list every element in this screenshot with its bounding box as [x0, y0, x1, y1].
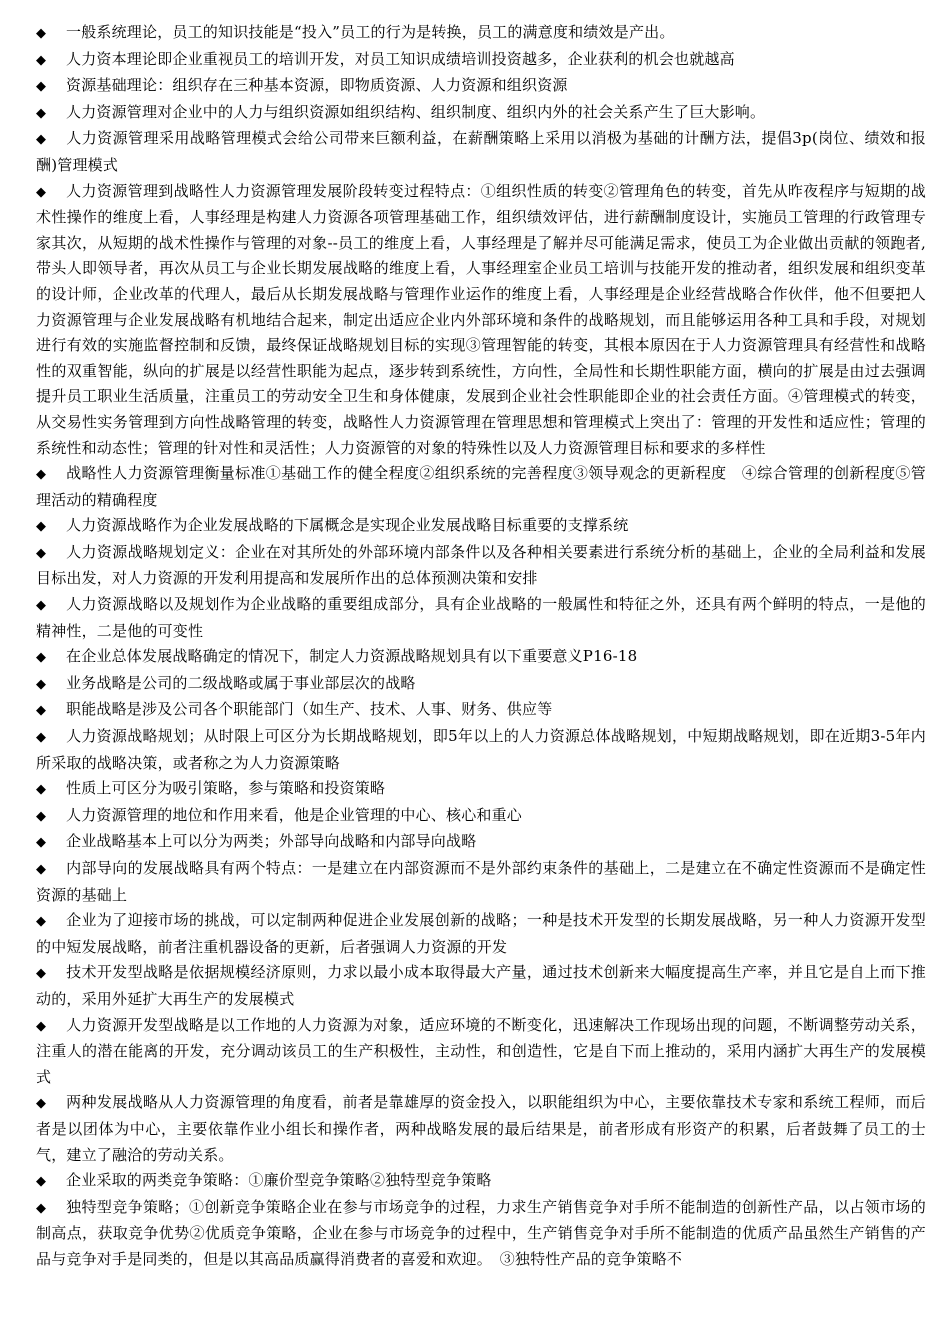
bullet-item: [36, 1195, 926, 1273]
bullet-item: [36, 592, 926, 644]
bullet-text: 人力资源管理对企业中的人力与组织资源如组织结构、组织制度、组织内外的社会关系产生了巨大影响。: [66, 102, 766, 121]
bullet-item: [36, 908, 926, 960]
diamond-bullet-icon: ◆: [36, 132, 47, 148]
bullet-item: [36, 803, 926, 830]
diamond-bullet-icon: ◆: [36, 545, 47, 561]
bullet-item: [36, 671, 926, 698]
diamond-bullet-icon: ◆: [36, 650, 47, 666]
bullet-item: [36, 1090, 926, 1168]
diamond-bullet-icon: ◆: [36, 52, 47, 68]
bullet-text: 独特型竞争策略；①创新竞争策略企业在参与市场竞争的过程，力求生产销售竞争对手所不能制造的创新性产品，以占领市场的制高点，获取竞争优势②优质竞争策略，企业在参与市场竞争的过程中，生产销售竞争对手所不能制造的优质产品虽然生产销售的产品与竞争对手是同类的，但是以其高品质赢得消费者的喜爱和欢迎。 ③独特性产品的竞争策略不: [36, 1197, 926, 1268]
document-body: [36, 20, 926, 1273]
bullet-text: 职能战略是涉及公司各个职能部门（如生产、技术、人事、财务、供应等: [66, 700, 553, 719]
bullet-text: 性质上可区分为吸引策略，参与策略和投资策略: [66, 779, 386, 798]
bullet-text: 内部导向的发展战略具有两个特点：一是建立在内部资源而不是外部约束条件的基础上，二是建立在不确定性资源而不是确定性资源的基础上: [36, 859, 926, 904]
diamond-bullet-icon: ◆: [36, 676, 47, 692]
diamond-bullet-icon: ◆: [36, 703, 47, 719]
bullet-item: [36, 644, 926, 671]
bullet-item: [36, 513, 926, 540]
bullet-item: [36, 724, 926, 776]
bullet-text: 资源基础理论：组织存在三种基本资源，即物质资源、人力资源和组织资源: [66, 76, 568, 95]
diamond-bullet-icon: ◆: [36, 184, 47, 200]
bullet-item: [36, 73, 926, 100]
bullet-text: 战略性人力资源管理衡量标准①基础工作的健全程度②组织系统的完善程度③领导观念的更新程度 ④综合管理的创新程度⑤管理活动的精确程度: [36, 464, 926, 509]
diamond-bullet-icon: ◆: [36, 1200, 47, 1216]
bullet-text: 业务战略是公司的二级战略或属于事业部层次的战略: [66, 673, 416, 692]
bullet-item: [36, 1013, 926, 1091]
bullet-item: [36, 960, 926, 1012]
bullet-item: [36, 776, 926, 803]
bullet-text: 两种发展战略从人力资源管理的角度看，前者是靠雄厚的资金投入，以职能组织为中心，主要依靠技术专家和系统工程师，而后者是以团体为中心，主要依靠作业小组长和操作者，两种战略发展的最后结果是，前者形成有形资产的积累，后者鼓舞了员工的士气，建立了融洽的劳动关系。: [36, 1093, 926, 1164]
diamond-bullet-icon: ◆: [36, 1174, 47, 1190]
bullet-item: [36, 829, 926, 856]
bullet-text: 人力资源开发型战略是以工作地的人力资源为对象，适应环境的不断变化，迅速解决工作现场出现的问题，不断调整劳动关系，注重人的潜在能离的开发，充分调动该员工的生产积极性，主动性，和创造性，它是自下而上推动的，采用内涵扩大再生产的发展模式: [36, 1015, 926, 1086]
bullet-text: 一般系统理论，员工的知识技能是“投入”员工的行为是转换，员工的满意度和绩效是产出。: [66, 23, 675, 41]
bullet-text: 企业采取的两类竞争策略：①廉价型竞争策略②独特型竞争策略: [66, 1171, 492, 1190]
bullet-text: 人力资本理论即企业重视员工的培训开发，对员工知识成绩培训投资越多，企业获利的机会也就越高: [66, 49, 735, 68]
bullet-text: 企业为了迎接市场的挑战，可以定制两种促进企业发展创新的战略；一种是技术开发型的长期发展战略，另一种人力资源开发型的中短发展战略，前者注重机器设备的更新，后者强调人力资源的开发: [36, 911, 926, 956]
bullet-text: 人力资源战略规划；从时限上可区分为长期战略规划，即5年以上的人力资源总体战略规划，中短期战略规划，即在近期3-5年内所采取的战略决策，或者称之为人力资源策略: [36, 727, 926, 772]
bullet-item: [36, 697, 926, 724]
bullet-item: [36, 540, 926, 592]
bullet-text: 技术开发型战略是依据规模经济原则，力求以最小成本取得最大产量，通过技术创新来大幅度提高生产率，并且它是自上而下推动的，采用外延扩大再生产的发展模式: [36, 963, 926, 1008]
diamond-bullet-icon: ◆: [36, 519, 47, 535]
bullet-text: 人力资源战略规划定义：企业在对其所处的外部环境内部条件以及各种相关要素进行系统分析的基础上，企业的全局利益和发展目标出发，对人力资源的开发利用提高和发展所作出的总体预测决策和安排: [36, 542, 926, 588]
diamond-bullet-icon: ◆: [36, 79, 47, 95]
diamond-bullet-icon: ◆: [36, 1096, 47, 1112]
diamond-bullet-icon: ◆: [36, 730, 47, 746]
bullet-text: 人力资源管理到战略性人力资源管理发展阶段转变过程特点：①组织性质的转变②管理角色的转变，首先从昨夜程序与短期的战术性操作的维度上看，人事经理是构建人力资源各项管理基础工作，组织绩效评估，进行薪酬制度设计，实施员工管理的行政管理专家其次，从短期的战术性操作与管理的对象--员工的维度上看，人事经理是了解并尽可能满足需求，使员工为企业做出贡献的领跑者,带头人即领导者，再次从员工与企业长期发展战略的维度上看，人事经理室企业员工培训与技能开发的推动者，组织发展和组织变革的设计师，企业改革的代理人，最后从长期发展战略与管理作业运作的维度上看，人事经理是企业经营战略合作伙伴，他不但要把人力资源管理与企业发展战略有机地结合起来，制定出适应企业内外部环境和条件的战略规划，而且能够运用各种工具和手段，对规划进行有效的实施监督控制和反馈，最终保证战略规划目标的实现③管理智能的转变，其根本原因在于人力资源管理具有经营性和战略性的双重智能，纵向的扩展是以经营性职能为起点，逐步转到系统性，方向性，全局性和长期性职能方面，横向的扩展是由过去强调提升员工职业生活质量，注重员工的劳动安全卫生和身体健康，发展到企业社会性职能即企业的社会责任方面。④管理模式的转变，从交易性实务管理到方向性战略管理的转变，战略性人力资源管理在管理思想和管理模式上突出了：管理的开发性和适应性；管理的系统性和动态性；管理的针对性和灵活性；人力资源管的对象的特殊性以及人力资源管理目标和要求的多样性: [36, 181, 926, 457]
bullet-text: 人力资源管理的地位和作用来看，他是企业管理的中心、核心和重心: [66, 805, 523, 824]
bullet-item: [36, 856, 926, 908]
bullet-item: [36, 126, 926, 178]
diamond-bullet-icon: ◆: [36, 966, 47, 982]
bullet-item: [36, 1168, 926, 1195]
diamond-bullet-icon: ◆: [36, 105, 47, 121]
bullet-text: 在企业总体发展战略确定的情况下，制定人力资源战略规划具有以下重要意义P16-18: [66, 647, 638, 666]
diamond-bullet-icon: ◆: [36, 1018, 47, 1034]
bullet-item: [36, 20, 926, 47]
bullet-text: 人力资源战略以及规划作为企业战略的重要组成部分，具有企业战略的一般属性和特征之外，还具有两个鲜明的特点，一是他的精神性，二是他的可变性: [36, 595, 926, 640]
bullet-item: [36, 100, 926, 127]
diamond-bullet-icon: ◆: [36, 862, 47, 877]
bullet-item: [36, 47, 926, 74]
diamond-bullet-icon: ◆: [36, 808, 47, 824]
diamond-bullet-icon: ◆: [36, 782, 47, 798]
diamond-bullet-icon: ◆: [36, 26, 47, 41]
diamond-bullet-icon: ◆: [36, 914, 47, 930]
bullet-text: 人力资源战略作为企业发展战略的下属概念是实现企业发展战略目标重要的支撑系统: [66, 516, 629, 535]
bullet-item: [36, 461, 926, 513]
diamond-bullet-icon: ◆: [36, 835, 47, 851]
bullet-item: [36, 179, 926, 462]
bullet-text: 人力资源管理采用战略管理模式会给公司带来巨额利益，在薪酬策略上采用以消极为基础的计酬方法，提倡3p(岗位、绩效和报酬)管理模式: [36, 129, 926, 174]
diamond-bullet-icon: ◆: [36, 598, 47, 614]
diamond-bullet-icon: ◆: [36, 467, 47, 483]
bullet-text: 企业战略基本上可以分为两类；外部导向战略和内部导向战略: [66, 832, 477, 851]
